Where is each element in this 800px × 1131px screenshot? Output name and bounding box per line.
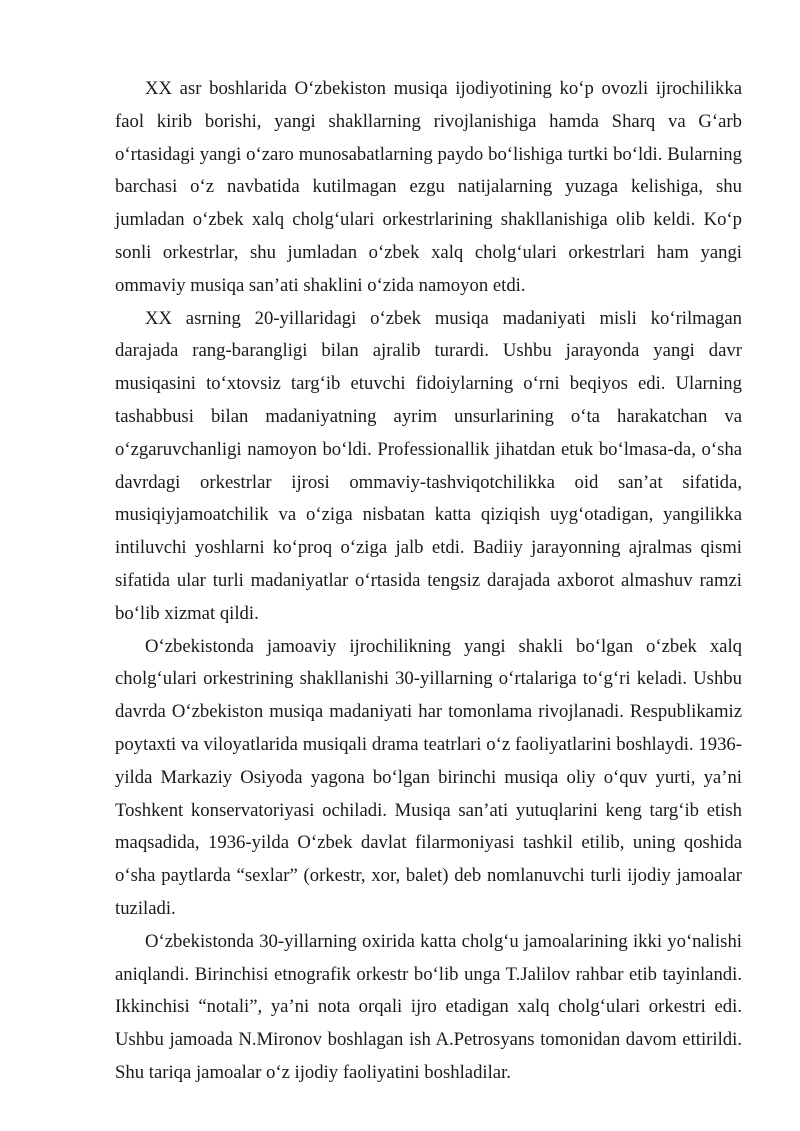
paragraph-1: XX asr boshlarida O‘zbekiston musiqa ijodiyotining ko‘p ovozli ijrochilikka faol kirib borishi, yangi shakllarning rivojlanishiga hamda Sharq va G‘arb o‘rtasidagi yangi o‘zaro munosabatlarning paydo bo‘lishiga turtki bo‘ldi. Bularning barchasi o‘z navbatida kutilmagan ezgu natijalarning yuzaga kelishiga, shu jumladan o‘zbek xalq cholg‘ulari orkestrlarining shakllanishiga olib keldi. Ko‘p sonli orkestrlar, shu jumladan o‘zbek xalq cholg‘ulari orkestrlari ham yangi ommaviy musiqa san’ati shaklini o‘zida namoyon etdi. xyxy=(115,78,742,296)
paragraph-4: O‘zbekistonda 30-yillarning oxirida katta cholg‘u jamoalarining ikki yo‘nalishi aniqlandi. Birinchisi etnografik orkestr bo‘lib unga T.Jalilov rahbar etib tayinlandi. Ikkinchisi “notali”, ya’ni nota orqali ijro etadigan xalq cholg‘ulari orkestri edi. Ushbu jamoada N.Mironov boshlagan ish A.Petrosyans tomonidan davom ettirildi. Shu tariqa jamoalar o‘z ijodiy faoliyatini boshladilar. xyxy=(115,930,742,1083)
paragraph-3: O‘zbekistonda jamoaviy ijrochilikning yangi shakli bo‘lgan o‘zbek xalq cholg‘ulari orkestrining shakllanishi 30-yillarning o‘rtalariga to‘g‘ri keladi. Ushbu davrda O‘zbekiston musiqa madaniyati har tomonlama rivojlanadi. Respublikamiz poytaxti va viloyatlarida musiqali drama teatrlari o‘z faoliyatlarini boshlaydi. 1936-yilda Markaziy Osiyoda yagona bo‘lgan birinchi musiqa oliy o‘quv yurti, ya’ni Toshkent konservatoriyasi ochiladi. Musiqa san’ati yutuqlarini keng targ‘ib etish maqsadida, 1936-yilda O‘zbek davlat filarmoniyasi tashkil etilib, uning qoshida o‘sha paytlarda “sexlar” (orkestr, xor, balet) deb nomlanuvchi turli ijodiy jamoalar tuziladi. xyxy=(115,635,742,919)
paragraph-2: XX asrning 20-yillaridagi o‘zbek musiqa madaniyati misli ko‘rilmagan darajada rang-barangligi bilan ajralib turardi. Ushbu jarayonda yangi davr musiqasini to‘xtovsiz targ‘ib etuvchi fidoiylarning o‘rni beqiyos edi. Ularning tashabbusi bilan madaniyatning ayrim unsurlarining o‘ta harakatchan va o‘zgaruvchanligi namoyon bo‘ldi. Professionallik jihatdan etuk bo‘lmasa-da, o‘sha davrdagi orkestrlar ijrosi ommaviy-tashviqotchilikka oid san’at sifatida, musiqiyjamoatchilik va o‘ziga nisbatan katta qiziqish uyg‘otadigan, yangilikka intiluvchi yoshlarni ko‘proq o‘ziga jalb etdi. Badiiy jarayonning ajralmas qismi sifatida ular turli madaniyatlar o‘rtasida tengsiz darajada axborot almashuv ramzi bo‘lib xizmat qildi. xyxy=(115,307,742,624)
document-page xyxy=(115,73,742,1090)
